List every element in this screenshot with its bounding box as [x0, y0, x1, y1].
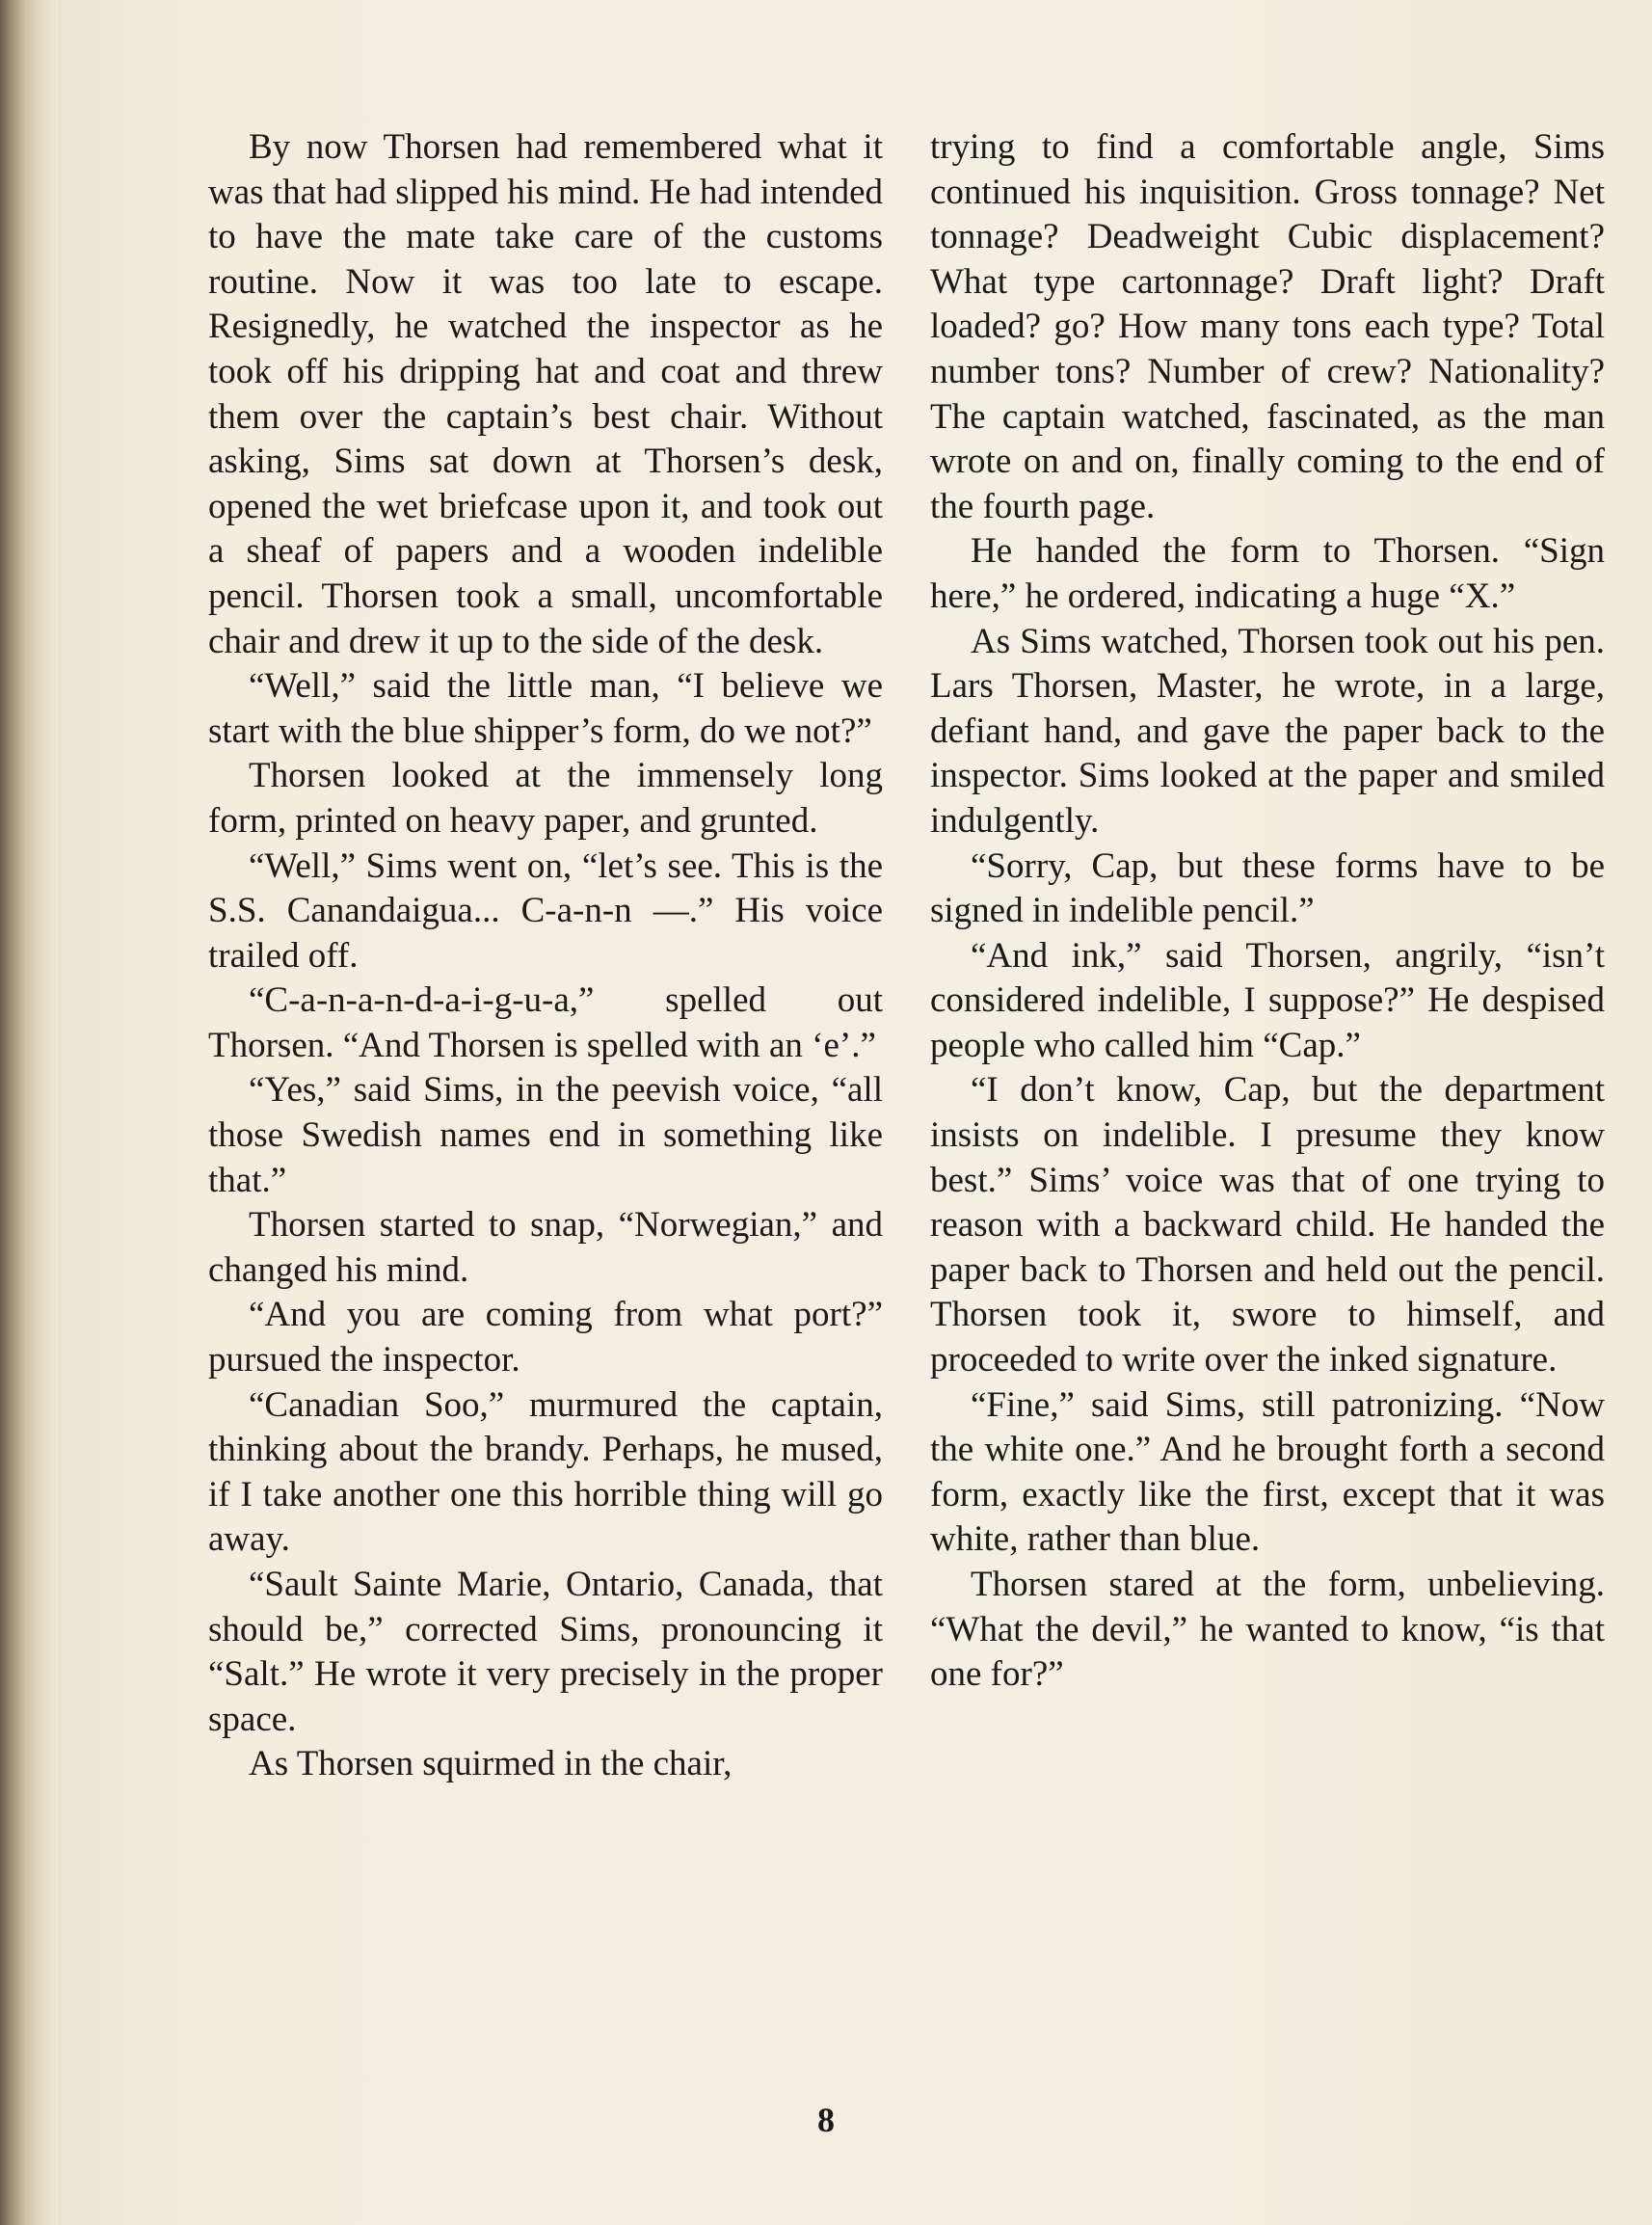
paragraph: By now Thorsen had remembered what it was that had slipped his mind. He had intended to have the mate take care of the customs routine. Now it was too late to escape. Resignedly, he watched the inspector as he took off his dripping hat and coat and threw them over the captain’s best chair. Without asking, Sims sat down at Thorsen’s desk, opened the wet briefcase upon it, and took out a sheaf of papers and a wooden indelible pencil. Thorsen took a small, uncomfortable chair and drew it up to the side of the desk. [208, 127, 883, 661]
paragraph: “Well,” said the little man, “I believe we start with the blue shipper’s form, do we not?” [208, 666, 883, 751]
right-text-column [930, 125, 1605, 1698]
paragraph: “Sorry, Cap, but these forms have to be signed in indelible pencil.” [930, 845, 1605, 931]
paragraph: “Fine,” said Sims, still patronizing. “Now the white one.” And he brought forth a second form, exactly like the first, except that it was white, rather than blue. [930, 1384, 1605, 1560]
paragraph: As Sims watched, Thorsen took out his pen. Lars Thorsen, Master, he wrote, in a large, defiant hand, and gave the paper back to the inspector. Sims looked at the paper and smiled indulgently. [930, 621, 1605, 841]
paragraph: “C-a-n-a-n-d-a-i-g-u-a,” spelled out Thorsen. “And Thorsen is spelled with an ‘e’.” [208, 980, 883, 1065]
paragraph-continued: trying to find a comfortable angle, Sims continued his inquisition. Gross tonnage? Net tonnage? Deadweight Cubic displacement? What type cartonnage? Draft light? Draft loaded? go? How many tons each type? Total number tons? Number of crew? Nationality? The captain watched, fascinated, as the man wrote on and on, finally coming to the end of the fourth page. [930, 127, 1605, 526]
paragraph: “And you are coming from what port?” pursued the inspector. [208, 1295, 883, 1381]
paragraph: Thorsen stared at the form, unbelieving. “What the devil,” he wanted to know, “is that one for?” [930, 1565, 1605, 1695]
book-spine-shadow [0, 0, 58, 2225]
paragraph: As Thorsen squirmed in the chair, [249, 1744, 733, 1784]
paragraph: “And ink,” said Thorsen, angrily, “isn’t considered indelible, I suppose?” He despised people who called him “Cap.” [930, 935, 1605, 1065]
paragraph: “Well,” Sims went on, “let’s see. This is the S.S. Canandaigua... C-a-n-n —.” His voice trailed off. [208, 845, 883, 976]
paragraph: Thorsen started to snap, “Norwegian,” and changed his mind. [208, 1205, 883, 1290]
paragraph: “Canadian Soo,” murmured the captain, thinking about the brandy. Perhaps, he mused, if I take another one this horrible thing will go away. [208, 1384, 883, 1560]
paragraph: “Yes,” said Sims, in the peevish voice, “all those Swedish names end in something like that.” [208, 1070, 883, 1200]
paragraph: He handed the form to Thorsen. “Sign here,” he ordered, indicating a huge “X.” [930, 531, 1605, 616]
paragraph: “Sault Sainte Marie, Ontario, Canada, that should be,” corrected Sims, pronouncing it “Salt.” He wrote it very precisely in the proper space. [208, 1565, 883, 1739]
left-text-column [208, 125, 883, 1787]
paragraph: Thorsen looked at the immensely long form, printed on heavy paper, and grunted. [208, 756, 883, 841]
paragraph: “I don’t know, Cap, but the department insists on indelible. I presume they know best.” Sims’ voice was that of one trying to reason with a backward child. He handed the paper back to Thorsen and held out the pencil. Thorsen took it, swore to himself, and proceeded to write over the inked signature. [930, 1070, 1605, 1381]
page-number: 8 [817, 2101, 835, 2139]
